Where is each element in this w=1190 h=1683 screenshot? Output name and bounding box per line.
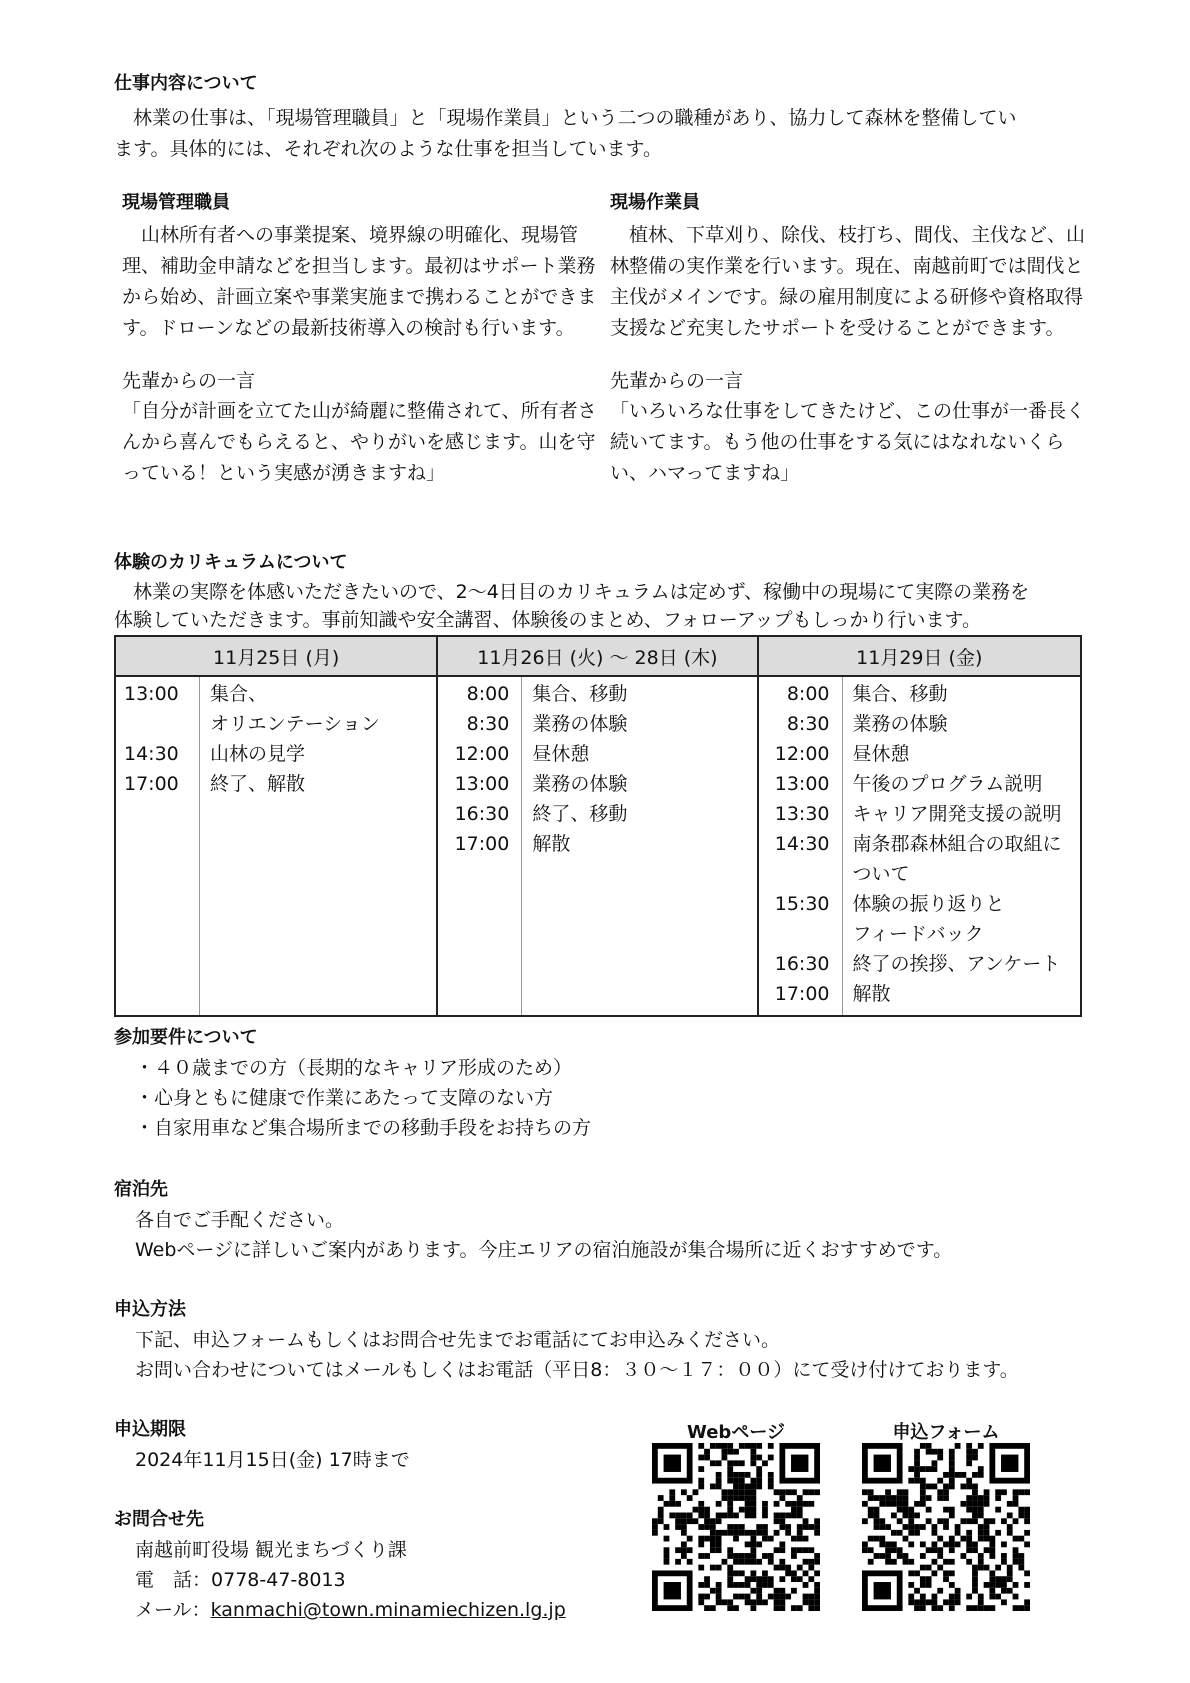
schedule-header-day3: 11月29日 (金) [758,636,1081,676]
contact-mail-line [135,1595,566,1626]
schedule-time: 13:00 [124,683,179,705]
curriculum-heading: 体験のカリキュラムについて [114,552,348,573]
schedule-activity: 解散 [852,983,891,1005]
schedule-activity: 集合、移動 [852,683,948,705]
apply-line1: 下記、申込フォームもしくはお問合せ先までお電話にてお申込みください。 [135,1329,781,1351]
schedule-time: 14:30 [774,833,830,855]
curriculum-line1: 林業の実際を体感いただきたいので、2〜4日目のカリキュラムは定めず、稼働中の現場にて実際の業務を [133,581,1030,603]
job-worker-column [610,190,1085,489]
schedule-activity: 集合、 [210,683,268,705]
day3-times [758,676,843,1016]
form-qr-code-icon[interactable] [862,1443,1030,1611]
job-heading: 仕事内容について [114,73,258,94]
schedule-activity: オリエンテーション [210,713,380,735]
manager-body: 山林所有者への事業提案、境界線の明確化、現場管理、補助金申請などを担当します。最初はサポート業務から始め、計画立案や事業実施まで携わることができます。ドローンなどの最新技術導入の検討も行います。 [122,224,597,339]
schedule-activity: 終了、移動 [532,803,628,825]
lodging-heading: 宿泊先 [114,1179,168,1200]
schedule-header-day2: 11月26日 (火) 〜 28日 (木) [437,636,757,676]
schedule-time: 16:30 [774,953,830,975]
manager-quote: 「自分が計画を立てた山が綺麗に整備されて、所有者さんから喜んでもらえると、やりがいを感じます。山を守っている！という実感が湧きますね」 [122,400,597,484]
requirement-item: ・４０歳までの方（長期的なキャリア形成のため） [135,1057,573,1079]
schedule-time: 16:30 [454,803,510,825]
phone-number[interactable]: 0778-47-8013 [211,1569,346,1591]
schedule-activity: 業務の体験 [852,713,948,735]
day1-activities [200,676,438,1016]
schedule-time: 17:00 [774,983,830,1005]
schedule-time: 13:30 [774,803,830,825]
curriculum-line2: 体験していただきます。事前知識や安全講習、体験後のまとめ、フォローアップもしっかり行います。 [114,609,981,631]
schedule-activity: 業務の体験 [532,713,628,735]
schedule-time: 12:00 [774,743,830,765]
schedule-time: 17:00 [454,833,510,855]
schedule-time: 13:00 [774,773,830,795]
schedule-time: 8:00 [786,683,830,705]
schedule-table [114,635,1082,1017]
mail-label: メール： [135,1599,211,1621]
deadline-heading: 申込期限 [114,1419,186,1440]
schedule-activity: 終了、解散 [210,773,306,795]
schedule-time: 8:30 [786,713,830,735]
schedule-activity: ついて [852,863,910,885]
schedule-activity: 南条郡森林組合の取組に [852,833,1062,855]
qr-form-label: 申込フォーム [892,1422,1000,1443]
lodging-line1: 各自でご手配ください。 [135,1209,345,1231]
phone-label: 電 話： [135,1569,212,1591]
schedule-time: 8:00 [466,683,510,705]
qr-web-label: Webページ [687,1422,785,1443]
apply-line2: お問い合わせについてはメールもしくはお電話（平日8：３０〜１７：００）にて受け付けております。 [135,1359,1019,1381]
job-intro-line2: ます。具体的には、それぞれ次のような仕事を担当しています。 [114,138,662,160]
schedule-time: 13:00 [454,773,510,795]
schedule-time: 17:00 [124,773,179,795]
schedule-header-day1: 11月25日 (月) [115,636,437,676]
schedule-activity: 解散 [532,833,571,855]
mail-link[interactable]: kanmachi@town.minamiechizen.lg.jp [210,1599,566,1621]
apply-heading: 申込方法 [114,1299,186,1320]
manager-title: 現場管理職員 [122,192,230,213]
job-manager-column [122,190,597,489]
deadline-value: 2024年11月15日(金) 17時まで [135,1449,410,1471]
day3-activities [842,676,1081,1016]
worker-body: 植林、下草刈り、除伐、枝打ち、間伐、主伐など、山林整備の実作業を行います。現在、南越前町では間伐と主伐がメインです。緑の雇用制度による研修や資格取得支援など充実したサポートを受けることができます。 [610,224,1086,339]
schedule-activity: 体験の振り返りと [852,893,1005,915]
schedule-activity: フィードバック [852,923,984,945]
schedule-activity: 業務の体験 [532,773,628,795]
worker-title: 現場作業員 [610,192,700,213]
contact-org: 南越前町役場 観光まちづくり課 [135,1539,407,1561]
requirement-item: ・心身ともに健康で作業にあたって支障のない方 [135,1087,554,1109]
schedule-time [116,709,199,739]
schedule-activity: 午後のプログラム説明 [852,773,1043,795]
web-qr-code-icon[interactable] [652,1443,820,1611]
manager-quote-title: 先輩からの一言 [122,370,256,392]
schedule-time [759,859,842,889]
contact-heading: お問合せ先 [114,1509,204,1530]
schedule-time: 15:30 [774,893,830,915]
schedule-time: 8:30 [466,713,510,735]
schedule-activity: 終了の挨拶、アンケート [852,953,1061,975]
schedule-activity: 集合、移動 [532,683,628,705]
schedule-activity: 昼休憩 [532,743,590,765]
day2-activities [522,676,758,1016]
schedule-time: 12:00 [454,743,510,765]
lodging-line2: Webページに詳しいご案内があります。今庄エリアの宿泊施設が集合場所に近くおすすめです。 [135,1239,953,1261]
worker-quote: 「いろいろな仕事をしてきたけど、この仕事が一番長く続いてます。もう他の仕事をする気にはなれないくらい、ハマってますね」 [610,400,1086,484]
day2-times [437,676,522,1016]
schedule-activity: キャリア開発支援の説明 [852,803,1062,825]
job-intro-line1: 林業の仕事は、「現場管理職員」と「現場作業員」という二つの職種があり、協力して森林を整備してい [133,107,1017,129]
requirements-heading: 参加要件について [114,1027,258,1048]
schedule-activity: 山林の見学 [210,743,306,765]
schedule-time [759,919,842,949]
contact-phone-line [135,1565,346,1596]
schedule-activity: 昼休憩 [852,743,910,765]
day1-times [115,676,200,1016]
worker-quote-title: 先輩からの一言 [610,370,744,392]
schedule-time: 14:30 [124,743,179,765]
requirement-item: ・自家用車など集合場所までの移動手段をお持ちの方 [135,1117,592,1139]
